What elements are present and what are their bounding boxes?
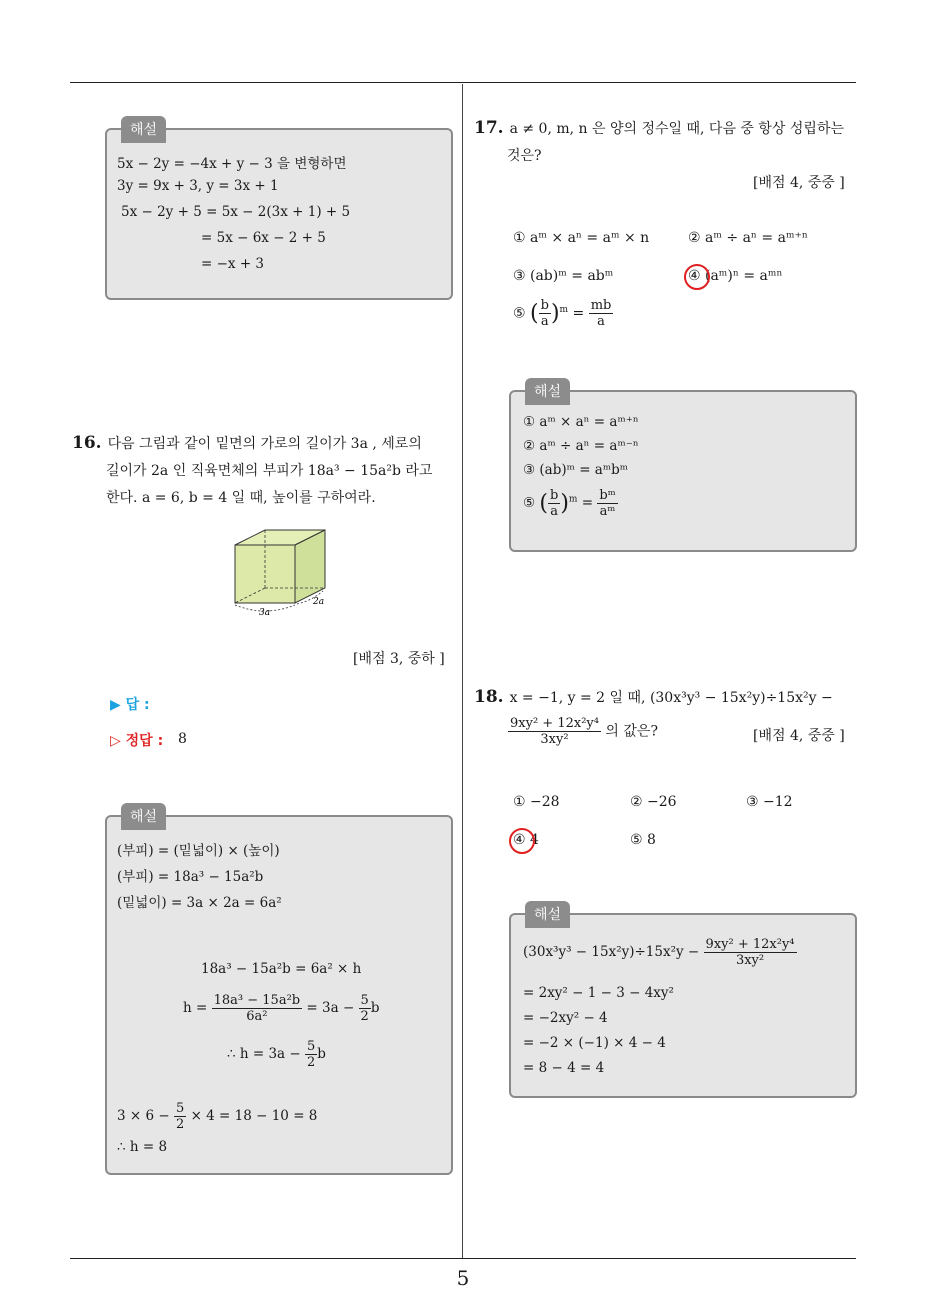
solution-line: [227, 1039, 326, 1070]
question-text: 것은?: [507, 148, 542, 164]
eq-part: × 4 = 18 − 10 = 8: [190, 1108, 318, 1124]
bottom-rule: [70, 1258, 856, 1259]
solution-line: 3y = 9x + 3, y = 3x + 1: [117, 178, 279, 194]
question-number: 18.: [474, 687, 504, 707]
solution-line: (밑넓이) = 3a × 2a = 6a²: [117, 895, 282, 911]
numerator: 18a³ − 15a²b: [213, 993, 301, 1008]
choice-number: ⑤: [523, 495, 536, 511]
score-17: [배점 4, 중중 ]: [753, 175, 845, 191]
eq-part: (30x³y³ − 15x²y)÷15x²y −: [523, 944, 700, 960]
column-divider: [462, 84, 463, 1258]
numerator: 5: [360, 993, 369, 1008]
solution-line: ② aᵐ ÷ aⁿ = aᵐ⁻ⁿ: [523, 438, 639, 454]
cuboid-figure: [225, 525, 337, 617]
denominator: 2: [360, 1009, 369, 1024]
eq-part: b: [370, 1000, 380, 1016]
equals: =: [581, 495, 594, 511]
numerator: b: [550, 488, 559, 503]
eq-part: 3 × 6 −: [117, 1108, 170, 1124]
fraction: [589, 298, 614, 329]
denominator: 2: [175, 1117, 185, 1132]
answer-label: ▶ 답 :: [110, 697, 150, 713]
equals: =: [572, 305, 585, 322]
choice-1[interactable]: ① aᵐ × aⁿ = aᵐ × n: [513, 230, 650, 246]
figure-label-depth: 2a: [313, 597, 325, 607]
solution-box-16: [105, 809, 453, 1175]
question-text: 다음 그림과 같이 밑면의 가로의 길이가 3a , 세로의: [107, 436, 422, 452]
choice-5[interactable]: [513, 298, 613, 329]
solution-line: = 5x − 6x − 2 + 5: [201, 230, 326, 246]
question-text: a ≠ 0, m, n 은 양의 정수일 때, 다음 중 항상 성립하는: [509, 121, 844, 137]
eq-part: h =: [183, 1000, 208, 1016]
score-18: [배점 4, 중중 ]: [753, 728, 845, 744]
fraction: [597, 488, 617, 519]
top-rule: [70, 82, 856, 83]
solution-line: ∴ h = 8: [117, 1139, 168, 1155]
numerator: 5: [307, 1039, 316, 1054]
solution-line: = −2 × (−1) × 4 − 4: [523, 1035, 666, 1051]
solution-line: (부피) = (밑넓이) × (높이): [117, 843, 280, 859]
solution-line: = 8 − 4 = 4: [523, 1060, 605, 1076]
solution-tag: 해설: [525, 378, 570, 405]
fraction: [704, 937, 797, 968]
solution-tag: 해설: [525, 901, 570, 928]
question-17: [474, 115, 859, 170]
selected-answer-mark: [509, 828, 535, 854]
solution-tag: 해설: [121, 116, 166, 143]
numerator: bᵐ: [599, 488, 616, 503]
correct-value: 8: [178, 731, 187, 747]
choice-2[interactable]: ② −26: [630, 794, 677, 810]
solution-line: 18a³ − 15a²b = 6a² × h: [201, 961, 362, 977]
question-text: x = −1, y = 2 일 때, (30x³y³ − 15x²y)÷15x²y −: [509, 690, 833, 706]
question-text: [508, 716, 658, 747]
fraction: [359, 993, 371, 1024]
choice-2[interactable]: ② aᵐ ÷ aⁿ = aᵐ⁺ⁿ: [688, 230, 808, 246]
fraction: [539, 298, 551, 329]
exponent: m: [568, 494, 578, 505]
question-number: 16.: [72, 433, 102, 453]
numerator: b: [540, 298, 549, 313]
numerator: mb: [590, 298, 612, 313]
solution-line: = −x + 3: [201, 256, 265, 272]
solution-line: [183, 993, 379, 1024]
solution-line: (부피) = 18a³ − 15a²b: [117, 869, 264, 885]
exponent: m: [559, 304, 569, 315]
solution-line: 5x − 2y + 5 = 5x − 2(3x + 1) + 5: [121, 204, 351, 220]
eq-part: = 3a −: [306, 1000, 355, 1016]
choice-5[interactable]: ⑤ 8: [630, 832, 656, 848]
correct-label: ▷ 정답 :: [110, 733, 164, 749]
choice-4[interactable]: ④ (aᵐ)ⁿ = aᵐⁿ: [688, 268, 783, 284]
question-text: 길이가 2a 인 직육면체의 부피가 18a³ − 15a²b 라고: [106, 463, 433, 479]
figure-label-width: 3a: [259, 608, 271, 617]
paren-right: ): [550, 301, 560, 326]
solution-line: ① aᵐ × aⁿ = aᵐ⁺ⁿ: [523, 414, 639, 430]
solution-tag: 해설: [121, 803, 166, 830]
eq-part: ∴ h = 3a −: [227, 1046, 301, 1062]
choice-number: ⑤: [513, 305, 526, 322]
denominator: 6a²: [246, 1009, 268, 1024]
denominator: a: [597, 314, 605, 329]
question-number: 17.: [474, 118, 504, 138]
paren-left: (: [539, 491, 548, 516]
choice-1[interactable]: ① −28: [513, 794, 560, 810]
question-16: [72, 430, 457, 512]
page-number: 5: [456, 1266, 470, 1290]
denominator: 2: [307, 1055, 316, 1070]
fraction: [174, 1101, 186, 1132]
question-18: [474, 684, 864, 712]
solution-line: [523, 488, 618, 519]
solution-line: = 2xy² − 1 − 3 − 4xy²: [523, 985, 674, 1001]
solution-line: [523, 937, 797, 968]
choice-4[interactable]: ④ 4: [513, 832, 539, 848]
denominator: 3xy²: [735, 953, 765, 968]
numerator: 9xy² + 12x²y⁴: [510, 716, 599, 731]
solution-box-18: [509, 907, 857, 1098]
solution-line: = −2xy² − 4: [523, 1010, 608, 1026]
fraction: [548, 488, 560, 519]
solution-line: [117, 1101, 317, 1132]
choice-3[interactable]: ③ −12: [746, 794, 793, 810]
eq-part: b: [317, 1046, 326, 1062]
paren-right: ): [560, 491, 569, 516]
question-text: 의 값은?: [605, 723, 658, 740]
selected-answer-mark: [684, 264, 710, 290]
numerator: 5: [175, 1101, 185, 1116]
fraction: [305, 1039, 317, 1070]
denominator: aᵐ: [599, 504, 616, 519]
numerator: 9xy² + 12x²y⁴: [705, 937, 795, 952]
denominator: a: [540, 314, 549, 329]
score-16: [배점 3, 중하 ]: [353, 651, 445, 667]
solution-box-17: [509, 384, 857, 552]
fraction: [508, 716, 601, 747]
choice-3[interactable]: ③ (ab)ᵐ = abᵐ: [513, 268, 614, 284]
denominator: a: [550, 504, 559, 519]
solution-box-15: [105, 122, 453, 300]
fraction: [212, 993, 303, 1024]
question-text: 한다. a = 6, b = 4 일 때, 높이를 구하여라.: [106, 490, 376, 506]
solution-line: ③ (ab)ᵐ = aᵐbᵐ: [523, 462, 629, 478]
paren-left: (: [530, 301, 539, 326]
solution-line: 5x − 2y = −4x + y − 3 을 변형하면: [117, 156, 347, 172]
denominator: 3xy²: [540, 732, 569, 747]
